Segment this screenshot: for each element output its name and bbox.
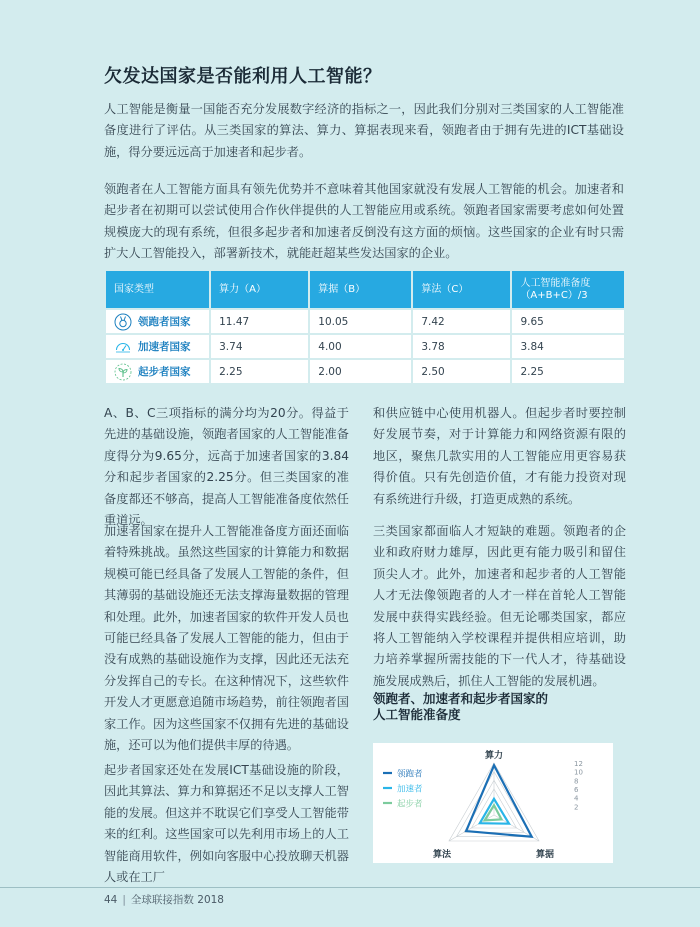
radar-tick-label: 2 (574, 803, 579, 812)
intro-paragraph-1: 人工智能是衡量一国能否充分发展数字经济的指标之一，因此我们分别对三类国家的人工智能准备度进行了评估。从三类国家的算法、算力、算据表现来看，领跑者由于拥有先进的ICT基础设施，得分要远远高于加速者和起步者。 (104, 102, 624, 159)
row-type-cell (106, 335, 209, 358)
table-row (106, 335, 624, 358)
radar-tick-label: 4 (574, 794, 579, 803)
radar-tick-label: 8 (574, 777, 579, 786)
radar-tick-label: 6 (574, 786, 579, 794)
cell-readiness: 2.25 (512, 360, 624, 383)
row-type-cell (106, 310, 209, 333)
table-header-row (106, 271, 624, 308)
publication-name: 全球联接指数 2018 (130, 894, 224, 906)
chart-title-line2: 人工智能准备度 (373, 707, 461, 722)
radar-series-领跑者 (466, 765, 532, 836)
cell-readiness: 3.84 (512, 335, 624, 358)
medal-icon (114, 313, 132, 331)
cell-readiness: 9.65 (512, 310, 624, 333)
row-type-label: 领跑者国家 (138, 316, 191, 328)
left-column-paragraph-1: A、B、C三项指标的满分均为20分。得益于先进的基础设施，领跑者国家的人工智能准备度得分为9.65分，远高于加速者国家的3.84分和起步者国家的2.25分。但三类国家的准备度都还不够高，提高人工智能准备度依然任重道远。 (104, 406, 349, 528)
table-row (106, 310, 624, 333)
legend-label: 加速者 (397, 784, 423, 795)
intro-paragraph-2: 领跑者在人工智能方面具有领先优势并不意味着其他国家就没有发展人工智能的机会。加速者和起步者在初期可以尝试使用合作伙伴提供的人工智能应用或系统。领跑者国家需要考虑如何处置规模庞大的现有系统，但很多起步者和加速者反倒没有这方面的烦恼。这些国家的企业有时只需扩大人工智能投入，部署新技术，就能赶超某些发达国家的企业。 (104, 182, 624, 261)
legend-label: 领跑者 (397, 769, 423, 780)
radar-chart (373, 743, 613, 863)
header-compute: 算力（A） (211, 271, 308, 308)
page-title: 欠发达国家是否能利用人工智能？ (104, 66, 382, 87)
page-footer (104, 892, 224, 907)
legend-label: 起步者 (397, 799, 423, 810)
header-readiness-line2: （A+B+C）/3 (520, 289, 588, 301)
header-country-type: 国家类型 (106, 271, 209, 308)
footer-divider (0, 887, 700, 888)
radar-tick-label: 10 (574, 768, 583, 777)
row-type-cell (106, 360, 209, 383)
cell-data: 10.05 (310, 310, 411, 333)
cell-data: 2.00 (310, 360, 411, 383)
header-data: 算据（B） (310, 271, 411, 308)
radar-axis-label: 算法 (432, 850, 452, 860)
cell-compute: 3.74 (211, 335, 308, 358)
cell-algorithm: 2.50 (413, 360, 510, 383)
chart-title-line1: 领跑者、加速者和起步者国家的 (373, 691, 549, 706)
cell-algorithm: 7.42 (413, 310, 510, 333)
radar-chart-svg (373, 743, 613, 863)
speedometer-icon (114, 338, 132, 356)
left-column-paragraph-3: 起步者国家还处在发展ICT基础设施的阶段，因此其算法、算力和算据还不足以支撑人工智能的发展。但这并不耽误它们享受人工智能带来的红利。这些国家可以先利用市场上的人工智能商用软件，例如向客服中心投放聊天机器人或在工厂 (104, 763, 349, 885)
radar-axis-label: 算力 (484, 751, 504, 761)
radar-axis-label: 算据 (535, 850, 555, 860)
header-readiness-line1: 人工智能准备度 (520, 277, 591, 289)
header-readiness (512, 271, 624, 308)
footer-separator: | (122, 894, 126, 906)
table-row (106, 360, 624, 383)
row-type-label: 起步者国家 (138, 366, 191, 378)
readiness-table (104, 269, 626, 385)
cell-algorithm: 3.78 (413, 335, 510, 358)
cell-compute: 11.47 (211, 310, 308, 333)
chart-title (373, 691, 626, 723)
cell-data: 4.00 (310, 335, 411, 358)
page-number: 44 (104, 894, 118, 906)
left-column-paragraph-2: 加速者国家在提升人工智能准备度方面还面临着特殊挑战。虽然这些国家的计算能力和数据规模可能已经具备了发展人工智能的条件，但其薄弱的基础设施还无法支撑海量数据的管理和处理。此外，加速者国家的软件开发人员也可能已经具备了发展人工智能的能力，但由于没有成熟的基础设施作为支撑，因此还无法充分发挥自己的专长。在这种情况下，这些软件开发人才更愿意追随市场趋势，前往领跑者国家工作。因为这些国家不仅拥有先进的基础设施，还可以为他们提供丰厚的待遇。 (104, 524, 349, 753)
sprout-icon (114, 363, 132, 381)
row-type-label: 加速者国家 (138, 341, 191, 353)
header-algorithm: 算法（C） (413, 271, 510, 308)
cell-compute: 2.25 (211, 360, 308, 383)
right-column-paragraph-1: 和供应链中心使用机器人。但起步者时要控制好发展节奏，对于计算能力和网络资源有限的地区，聚焦几款实用的人工智能应用更容易获得价值。只有先创造价值，才有能力投资对现有系统进行升级，打造更成熟的系统。 (373, 406, 626, 506)
right-column-paragraph-2: 三类国家都面临人才短缺的难题。领跑者的企业和政府财力雄厚，因此更有能力吸引和留住顶尖人才。此外，加速者和起步者的人工智能人才无法像领跑者的人才一样在首轮人工智能发展中获得实践经验。但无论哪类国家，都应将人工智能纳入学校课程并提供相应培训，助力培养掌握所需技能的下一代人才，待基础设施发展成熟后，抓住人工智能的发展机遇。 (373, 524, 626, 688)
radar-tick-label: 12 (574, 760, 583, 768)
